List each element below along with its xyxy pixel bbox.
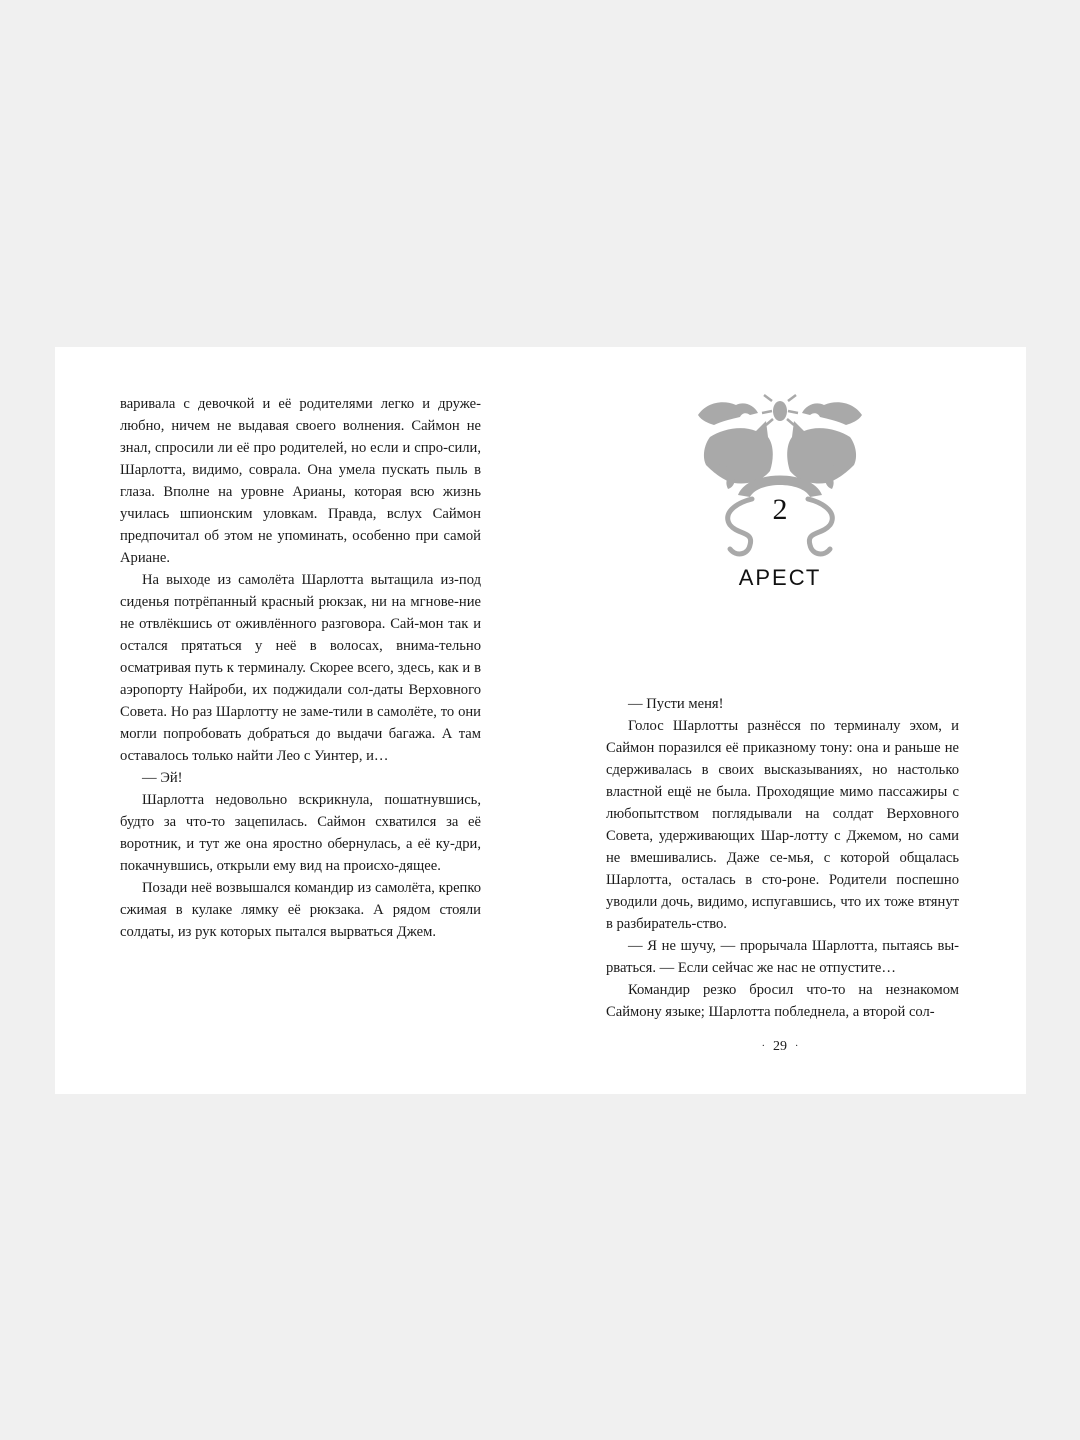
paragraph: Командир резко бросил что-то на незнакомом Саймону языке; Шарлотта побледнела, а второй сол- bbox=[606, 982, 959, 1020]
page-number bbox=[730, 1037, 830, 1057]
right-page bbox=[540, 347, 1026, 1094]
paragraph: — Эй! bbox=[142, 770, 183, 786]
chapter-number: 2 bbox=[772, 493, 788, 526]
folio-dot-right: · bbox=[795, 1041, 799, 1052]
chapter-title: АРЕСТ bbox=[738, 565, 822, 590]
paragraph: — Я не шучу, — прорычала Шарлотта, пытаясь вы-рваться. — Если сейчас же нас не отпустите… bbox=[606, 938, 959, 976]
paragraph: Голос Шарлотты разнёсся по терминалу эхом, и Саймон поразился её приказному тону: она и раньше не сдерживалась в своих высказываниях, но настолько властной ещё не была. Проходящие мимо пассажиры с любопытством поглядывали на солдат Верховного Совета, удерживающих Шар-лотту с Джемом, но сами не вмешивались. Даже се-мья, с которой общалась Шарлотта, осталась в сто-роне. Родители поспешно уводили дочь, видимо, испугавшись, что их тоже втянут в разбиратель-ство. bbox=[606, 718, 959, 932]
page-number-value: 29 bbox=[773, 1039, 787, 1055]
serpent-wolf-emblem-icon bbox=[692, 385, 868, 565]
left-page bbox=[55, 347, 540, 1094]
paragraph: варивала с девочкой и её родителями легко и друже-любно, ничем не выдавая своего волнения. Саймон не знал, спросили ли её про родителей, но если и спро-сили, Шарлотта, видимо, соврала. Она умела пускать пыль в глаза. Вполне на уровне Арианы, которая всю жизнь училась шпионским уловкам. Правда, вслух Саймон предпочитал об этом не упоминать, особенно при самой Ариане. bbox=[120, 396, 481, 566]
paragraph: Шарлотта недовольно вскрикнула, пошатнувшись, будто за что-то зацепилась. Саймон схватился за её воротник, и тут же она яростно обернулась, а её ку-дри, покачнувшись, открыли ему вид на происхо-дящее. bbox=[120, 792, 481, 874]
paragraph: — Пусти меня! bbox=[628, 696, 724, 712]
right-page-text bbox=[606, 693, 959, 1023]
folio-dot-left: · bbox=[761, 1041, 765, 1052]
book-spread bbox=[55, 347, 1026, 1094]
left-page-text bbox=[120, 393, 481, 943]
paragraph: На выходе из самолёта Шарлотта вытащила из-под сиденья потрёпанный красный рюкзак, ни на мгнове-ние не отвлёкшись от оживлённого разговора. Сай-мон так и остался прятаться у неё в волосах, внима-тельно осматривая путь к терминалу. Скорее всего, здесь, как и в аэропорту Найроби, их поджидали сол-даты Верховного Совета. Но раз Шарлотту не заме-тили в самолёте, то они могли попробовать добраться до выдачи багажа. А там оставалось только найти Лео с Уинтер, и… bbox=[120, 572, 481, 764]
paragraph: Позади неё возвышался командир из самолёта, крепко сжимая в кулаке лямку её рюкзака. А рядом стояли солдаты, из рук которых пытался вырваться Джем. bbox=[120, 880, 481, 940]
